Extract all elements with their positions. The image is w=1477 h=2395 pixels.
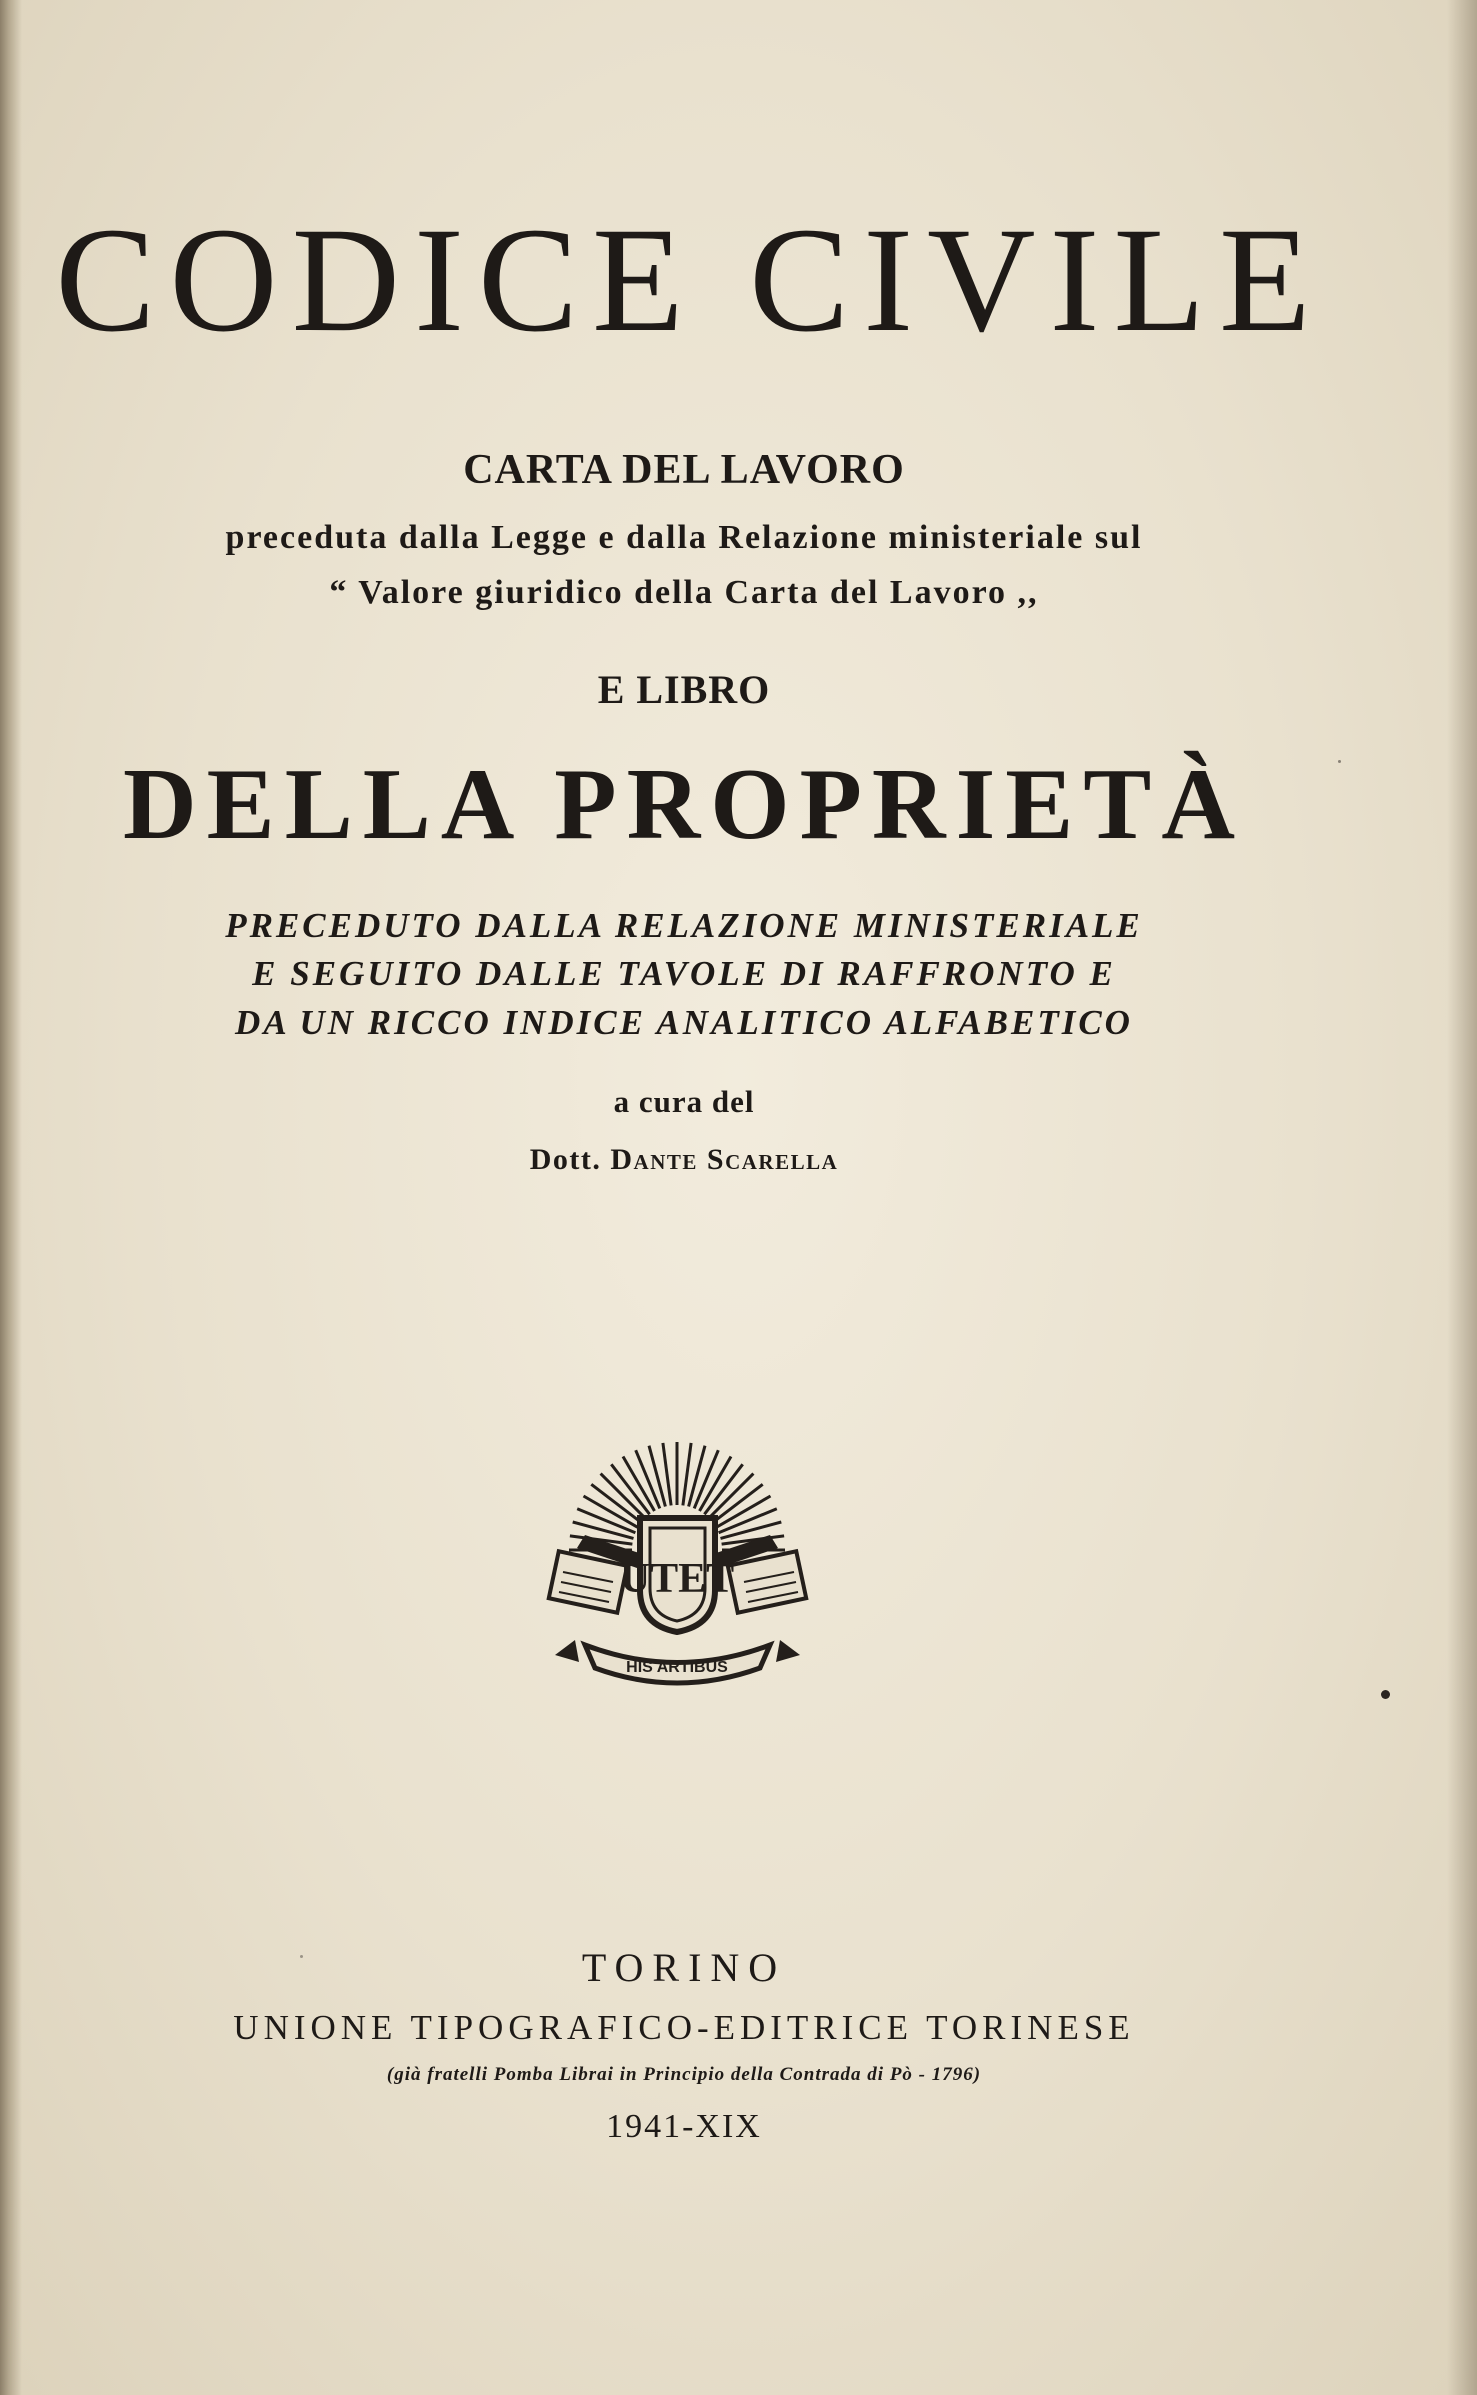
editor-prefix: Dott. — [529, 1143, 602, 1176]
emblem-ray — [573, 1522, 634, 1538]
emblem-ray — [663, 1443, 671, 1506]
paper-speck — [300, 1955, 303, 1958]
emblem-ray — [689, 1446, 705, 1507]
editor-name: Dante Scarella — [610, 1143, 839, 1176]
emblem-ray — [649, 1446, 665, 1507]
page-right-edge — [1447, 0, 1477, 2395]
emblem-motto: HIS ARTIBUS — [626, 1659, 728, 1676]
e-libro-line: E LIBRO — [597, 667, 771, 712]
description-line: E SEGUITO DALLE TAVOLE DI RAFFRONTO E — [252, 954, 1116, 993]
paper-speck — [1381, 1690, 1390, 1699]
book-title: CODICE CIVILE — [55, 197, 1325, 363]
valore-line: “ Valore giuridico della Carta del Lavoro ,, — [329, 574, 1039, 611]
emblem-ray — [721, 1522, 782, 1538]
section-title-carta: CARTA DEL LAVORO — [463, 447, 905, 493]
publication-city: TORINO — [581, 1945, 787, 1990]
publisher-note: (già fratelli Pomba Librai in Principio della Contrada di Pò - 1796) — [386, 2064, 982, 2085]
publication-year: 1941-XIX — [606, 2108, 762, 2145]
description-line: DA UN RICCO INDICE ANALITICO ALFABETICO — [235, 1003, 1133, 1042]
paper-speck — [1338, 760, 1341, 763]
preceduta-line: preceduta dalla Legge e dalla Relazione ministeriale sul — [225, 519, 1143, 556]
publisher-emblem-icon — [545, 1440, 810, 1700]
publisher-name: UNIONE TIPOGRAFICO-EDITRICE TORINESE — [233, 2008, 1135, 2047]
editor-line — [0, 1140, 1368, 1180]
book-subtitle: DELLA PROPRIETÀ — [123, 748, 1245, 861]
emblem-monogram: UTET — [619, 1556, 735, 1602]
editor-intro: a cura del — [613, 1084, 755, 1119]
emblem-ray — [683, 1443, 691, 1506]
description-line: PRECEDUTO DALLA RELAZIONE MINISTERIALE — [225, 906, 1143, 945]
